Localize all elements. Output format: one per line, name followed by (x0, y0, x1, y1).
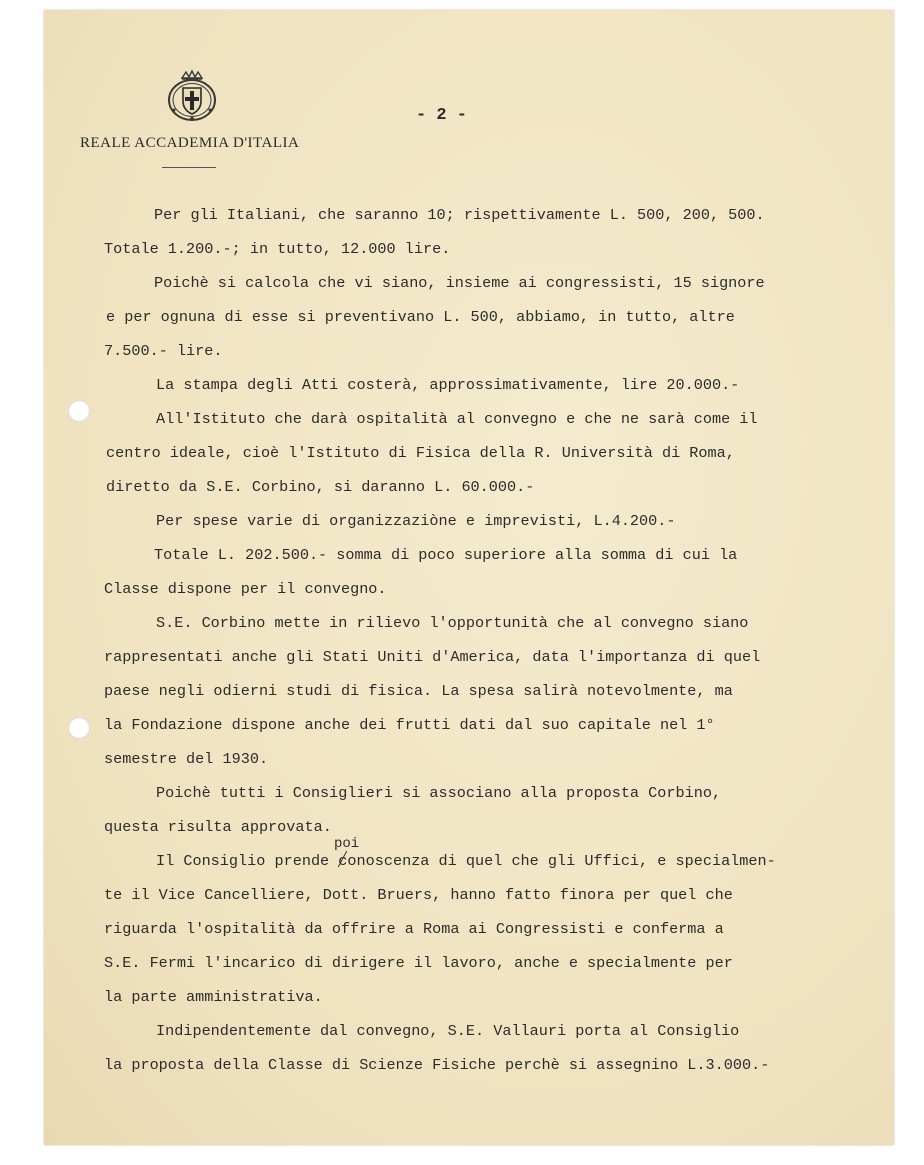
page-number: - 2 - (416, 106, 468, 125)
text-line: semestre del 1930. (104, 750, 269, 768)
text-line: centro ideale, cioè l'Istituto di Fisica della R. Università di Roma, (106, 444, 735, 462)
text-line: diretto da S.E. Corbino, si daranno L. 60.000.- (106, 478, 535, 496)
text-line: questa risulta approvata. (104, 818, 332, 836)
text-line: S.E. Fermi l'incarico di dirigere il lavoro, anche e specialmente per (104, 954, 733, 972)
text-line: la proposta della Classe di Scienze Fisiche perchè si assegnino L.3.000.- (104, 1056, 770, 1074)
text-line: la parte amministrativa. (104, 988, 323, 1006)
text-line: 7.500.- lire. (104, 342, 223, 360)
text-line: la Fondazione dispone anche dei frutti dati dal suo capitale nel 1° (104, 716, 715, 734)
letter-body (44, 10, 894, 1145)
text-line: riguarda l'ospitalità da offrire a Roma ai Congressisti e conferma a (104, 920, 724, 938)
text-line: Per spese varie di organizzaziòne e imprevisti, L.4.200.- (156, 512, 676, 530)
text-line: Indipendentemente dal convegno, S.E. Vallauri porta al Consiglio (156, 1022, 740, 1040)
text-line: Il Consiglio prende conoscenza di quel che gli Uffici, e specialmen- (156, 852, 776, 870)
text-line: Totale 1.200.-; in tutto, 12.000 lire. (104, 240, 451, 258)
text-line: S.E. Corbino mette in rilievo l'opportunità che al convegno siano (156, 614, 749, 632)
text-line: e per ognuna di esse si preventivano L. 500, abbiamo, in tutto, altre (106, 308, 735, 326)
text-line: Totale L. 202.500.- somma di poco superiore alla somma di cui la (154, 546, 738, 564)
document-page (44, 10, 894, 1145)
text-line: Poichè tutti i Consiglieri si associano alla proposta Corbino, (156, 784, 722, 802)
text-line: Poichè si calcola che vi siano, insieme ai congressisti, 15 signore (154, 274, 765, 292)
text-line: rappresentati anche gli Stati Uniti d'America, data l'importanza di quel (104, 648, 761, 666)
handwritten-insertion: poi (334, 836, 360, 852)
institution-name: REALE ACCADEMIA D'ITALIA (80, 135, 300, 151)
text-line: Classe dispone per il convegno. (104, 580, 387, 598)
text-line: La stampa degli Atti costerà, approssimativamente, lire 20.000.- (156, 376, 740, 394)
text-line: te il Vice Cancelliere, Dott. Bruers, hanno fatto finora per quel che (104, 886, 733, 904)
text-line: Per gli Italiani, che saranno 10; rispettivamente L. 500, 200, 500. (154, 206, 765, 224)
text-line: paese negli odierni studi di fisica. La spesa salirà notevolmente, ma (104, 682, 733, 700)
text-line: All'Istituto che darà ospitalità al convegno e che ne sarà come il (156, 410, 758, 428)
